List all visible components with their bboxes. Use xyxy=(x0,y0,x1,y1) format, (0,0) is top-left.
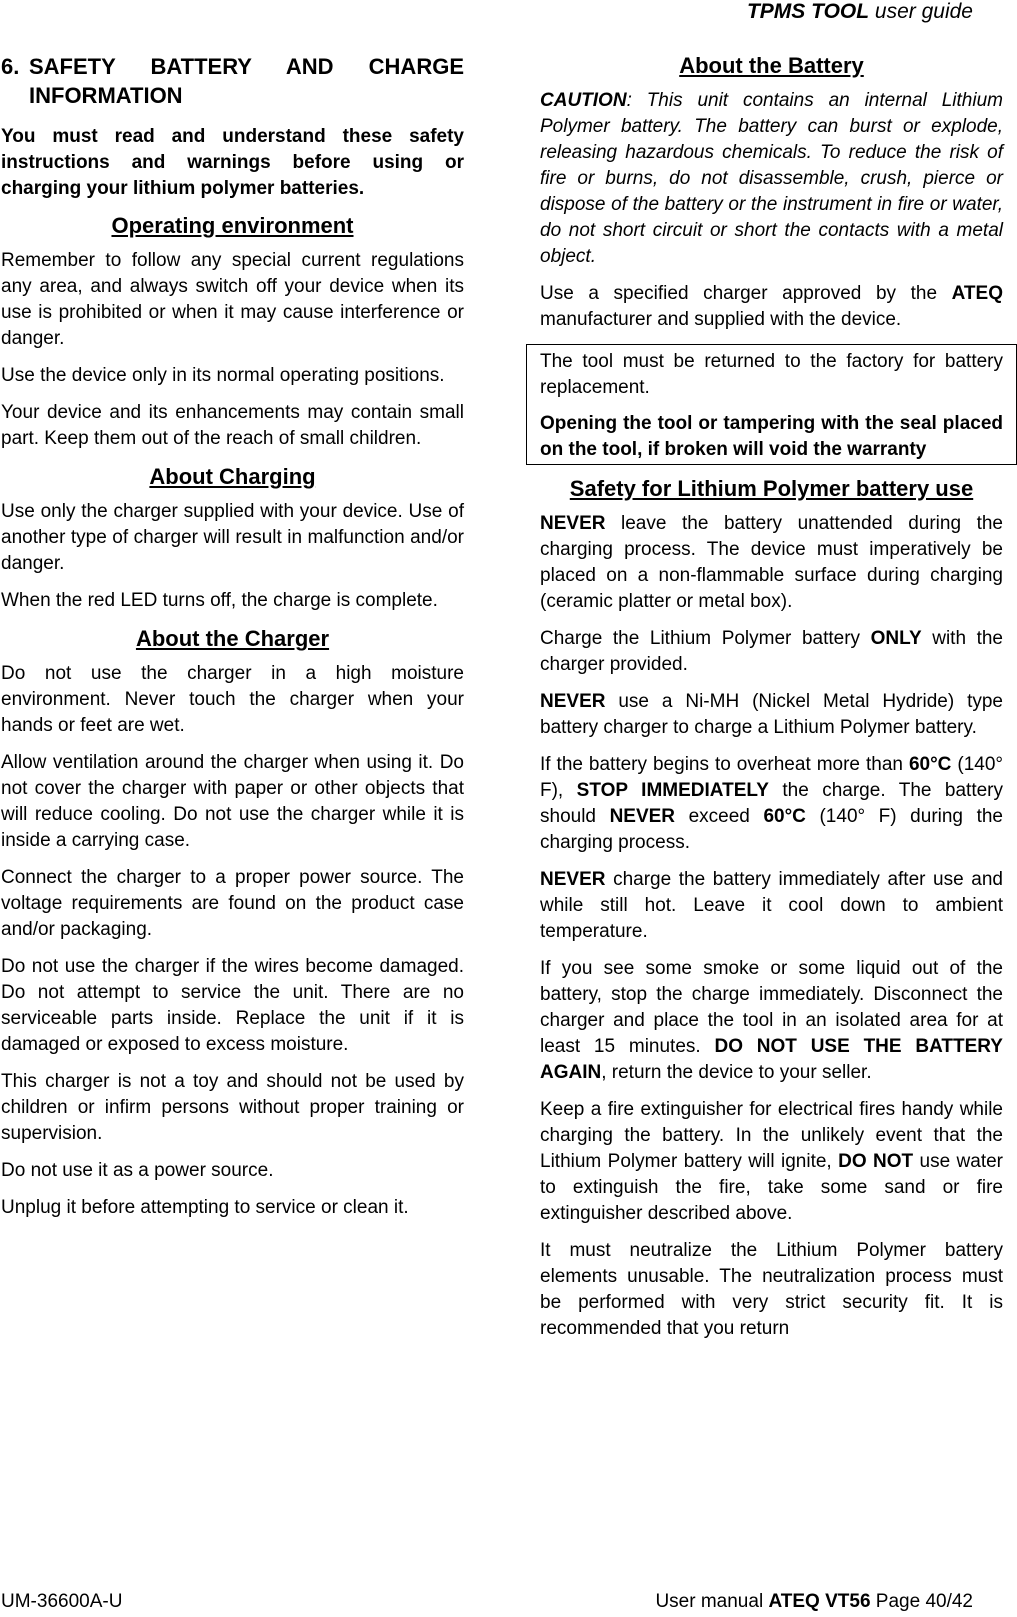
left-column xyxy=(1,52,464,1232)
paragraph: It must neutralize the Lithium Polymer battery elements unusable. The neutralization process must be performed with very strict security fit. It is recommended that you return xyxy=(540,1240,1003,1339)
paragraph: NEVER use a Ni-MH (Nickel Metal Hydride) type battery charger to charge a Lithium Polymer battery. xyxy=(540,691,1003,738)
footer-page-info: User manual ATEQ VT56 Page 40/42 xyxy=(655,1591,973,1612)
paragraph: Do not use it as a power source. xyxy=(1,1160,274,1181)
paragraph: Allow ventilation around the charger when using it. Do not cover the charger with paper or other objects that will reduce cooling. Do not use the charger while it is inside a carrying case. xyxy=(1,752,464,851)
paragraph: Remember to follow any special current regulations any area, and always switch off your device when its use is prohibited or when it may cause interference or danger. xyxy=(1,250,464,349)
section-number: 6. xyxy=(1,54,20,79)
paragraph: Your device and its enhancements may contain small part. Keep them out of the reach of small children. xyxy=(1,402,464,449)
intro-warning: You must read and understand these safety instructions and warnings before using or charging your lithium polymer batteries. xyxy=(1,126,464,199)
caution-label: CAUTION xyxy=(540,90,627,111)
heading-lithium-safety: Safety for Lithium Polymer battery use xyxy=(569,476,974,501)
footer-doc-id: UM-36600A-U xyxy=(1,1591,123,1612)
section-title-text: SAFETY BATTERY AND CHARGE INFORMATION xyxy=(29,54,464,108)
heading-about-charging: About Charging xyxy=(149,464,316,489)
paragraph: Do not use the charger if the wires become damaged. Do not attempt to service the unit. There are no serviceable parts inside. Replace the unit if it is damaged or exposed to excess moisture. xyxy=(1,956,464,1055)
paragraph: Unplug it before attempting to service or clean it. xyxy=(1,1197,409,1218)
paragraph: Use the device only in its normal operating positions. xyxy=(1,365,445,386)
paragraph: If the battery begins to overheat more than 60°C (140° F), STOP IMMEDIATELY the charge. The battery should NEVER exceed 60°C (140° F) during the charging process. xyxy=(540,754,1003,853)
paragraph: This charger is not a toy and should not be used by children or infirm persons without proper training or supervision. xyxy=(1,1071,464,1144)
heading-about-charger: About the Charger xyxy=(135,626,330,651)
box-text-bold: Opening the tool or tampering with the seal placed on the tool, if broken will void the warranty xyxy=(540,413,1003,460)
caution-paragraph: CAUTION: This unit contains an internal Lithium Polymer battery. The battery can burst or explode, releasing hazardous chemicals. To reduce the risk of fire or burns, do not disassemble, crush, pierce or dispose of the battery or the instrument in fire or water, do not short circuit or short the contacts with a metal object. xyxy=(540,90,1003,267)
paragraph: If you see some smoke or some liquid out of the battery, stop the charge immediately. Disconnect the charger and place the tool in an isolated area for at least 15 minutes. DO NOT USE THE BATTERY AGAIN, return the device to your seller. xyxy=(540,958,1003,1083)
section-title xyxy=(1,52,464,110)
right-column xyxy=(540,52,1003,1353)
paragraph: Keep a fire extinguisher for electrical fires handy while charging the battery. In the unlikely event that the Lithium Polymer battery will ignite, DO NOT use water to extinguish the fire, take some sand or fire extinguisher described above. xyxy=(540,1099,1003,1224)
header-brand: TPMS TOOL xyxy=(746,0,870,23)
heading-about-battery: About the Battery xyxy=(679,53,864,78)
header-guide: user guide xyxy=(874,0,973,23)
paragraph: Do not use the charger in a high moisture environment. Never touch the charger when your hands or feet are wet. xyxy=(1,663,464,736)
paragraph: Use a specified charger approved by the ATEQ manufacturer and supplied with the device. xyxy=(540,283,1003,330)
paragraph: Connect the charger to a proper power source. The voltage requirements are found on the product case and/or packaging. xyxy=(1,867,464,940)
paragraph: NEVER charge the battery immediately after use and while still hot. Leave it cool down to ambient temperature. xyxy=(540,869,1003,942)
paragraph: NEVER leave the battery unattended during the charging process. The device must imperatively be placed on a non-flammable surface during charging (ceramic platter or metal box). xyxy=(540,513,1003,612)
heading-operating-environment: Operating environment xyxy=(111,213,354,238)
box-text: The tool must be returned to the factory for battery replacement. xyxy=(540,351,1003,398)
warranty-notice-box xyxy=(526,344,1017,465)
running-header xyxy=(747,0,973,24)
paragraph: Charge the Lithium Polymer battery ONLY with the charger provided. xyxy=(540,628,1003,675)
paragraph: When the red LED turns off, the charge is complete. xyxy=(1,590,438,611)
paragraph: Use only the charger supplied with your device. Use of another type of charger will result in malfunction and/or danger. xyxy=(1,501,464,574)
